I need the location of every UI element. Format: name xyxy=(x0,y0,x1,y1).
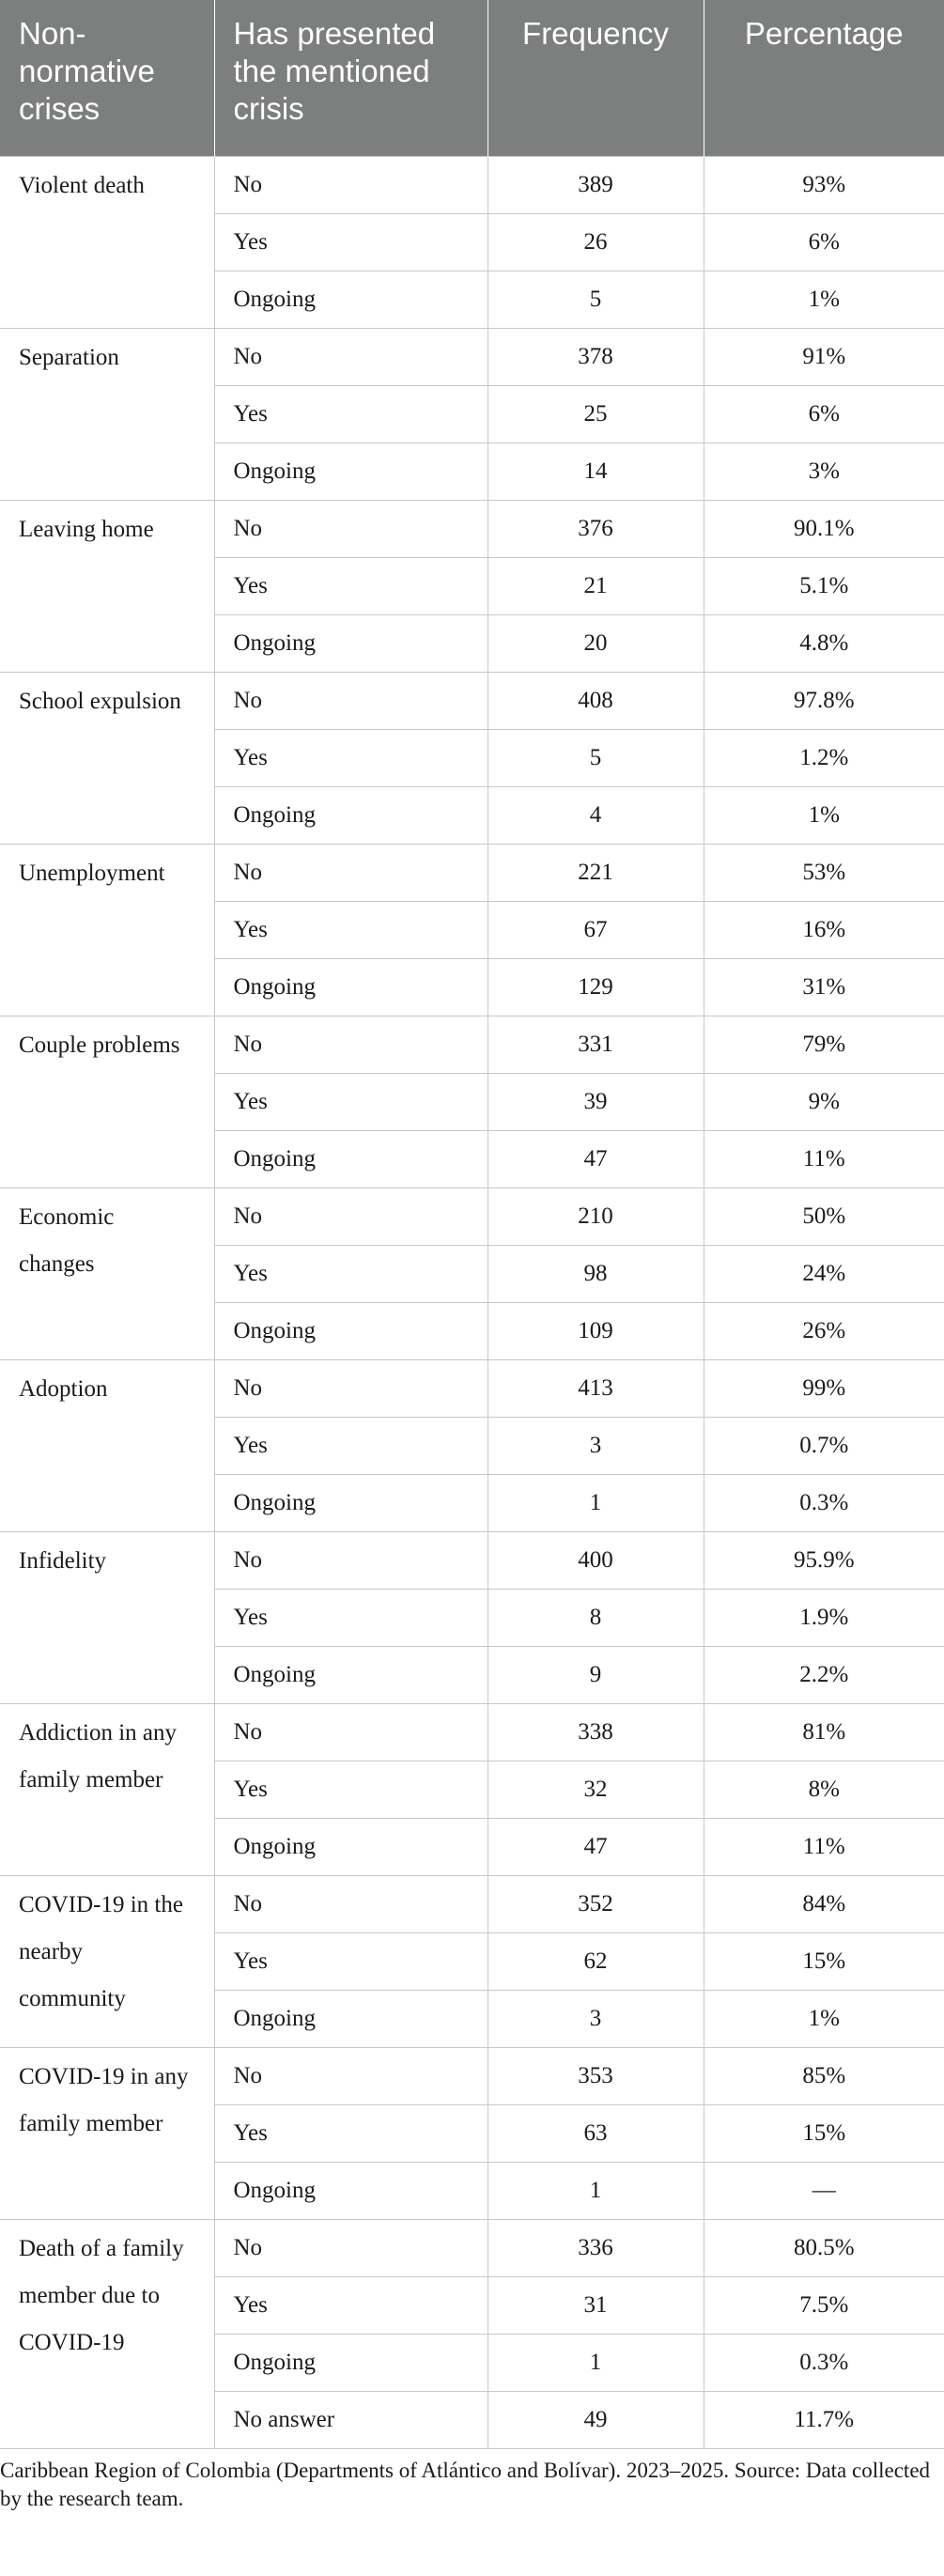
answer-cell: Yes xyxy=(214,901,487,958)
frequency-cell: 21 xyxy=(487,557,704,614)
frequency-cell: 1 xyxy=(487,2162,704,2219)
answer-cell: Ongoing xyxy=(214,2162,487,2219)
answer-cell: Ongoing xyxy=(214,614,487,672)
percentage-cell: 15% xyxy=(704,1932,944,1990)
crisis-name-cell: COVID-19 in any family member xyxy=(0,2047,214,2219)
table-footnote: Caribbean Region of Colombia (Departments of Atlántico and Bolívar). 2023–2025. Source: Data collected by the research team. xyxy=(0,2458,931,2510)
answer-cell: No xyxy=(214,1359,487,1417)
answer-cell: Yes xyxy=(214,1245,487,1302)
frequency-cell: 25 xyxy=(487,385,704,442)
answer-cell: No xyxy=(214,1703,487,1761)
answer-cell: Yes xyxy=(214,1073,487,1130)
answer-cell: Ongoing xyxy=(214,1130,487,1187)
percentage-cell: 6% xyxy=(704,385,944,442)
answer-cell: Ongoing xyxy=(214,786,487,844)
frequency-cell: 1 xyxy=(487,1474,704,1531)
crisis-name-cell: Adoption xyxy=(0,1359,214,1531)
frequency-cell: 39 xyxy=(487,1073,704,1130)
answer-cell: No xyxy=(214,2047,487,2104)
crisis-name-cell: Economic changes xyxy=(0,1187,214,1359)
percentage-cell: 11% xyxy=(704,1130,944,1187)
percentage-cell: 99% xyxy=(704,1359,944,1417)
answer-cell: Ongoing xyxy=(214,1646,487,1703)
table-row xyxy=(0,1359,944,1417)
frequency-cell: 338 xyxy=(487,1703,704,1761)
percentage-cell: 84% xyxy=(704,1875,944,1932)
answer-cell: No xyxy=(214,1875,487,1932)
percentage-cell: 16% xyxy=(704,901,944,958)
frequency-cell: 14 xyxy=(487,442,704,500)
header-percentage: Percentage xyxy=(704,0,944,156)
frequency-cell: 1 xyxy=(487,2334,704,2391)
answer-cell: Ongoing xyxy=(214,1474,487,1531)
table-row xyxy=(0,156,944,213)
answer-cell: No xyxy=(214,500,487,557)
answer-cell: Ongoing xyxy=(214,2334,487,2391)
frequency-cell: 26 xyxy=(487,213,704,271)
frequency-cell: 32 xyxy=(487,1761,704,1818)
percentage-cell: 31% xyxy=(704,958,944,1016)
answer-cell: Ongoing xyxy=(214,958,487,1016)
answer-cell: No xyxy=(214,1016,487,1073)
header-frequency: Frequency xyxy=(487,0,704,156)
crisis-name-cell: Unemployment xyxy=(0,844,214,1016)
frequency-cell: 47 xyxy=(487,1130,704,1187)
frequency-cell: 3 xyxy=(487,1417,704,1474)
percentage-cell: 0.3% xyxy=(704,2334,944,2391)
table-row xyxy=(0,1187,944,1245)
answer-cell: Yes xyxy=(214,557,487,614)
percentage-cell: 90.1% xyxy=(704,500,944,557)
percentage-cell: 53% xyxy=(704,844,944,901)
table-body xyxy=(0,156,944,2448)
header-presented: Has presented the mentioned crisis xyxy=(214,0,487,156)
answer-cell: Yes xyxy=(214,1589,487,1646)
crisis-name-cell: Infidelity xyxy=(0,1531,214,1703)
percentage-cell: 1% xyxy=(704,271,944,328)
percentage-cell: 5.1% xyxy=(704,557,944,614)
percentage-cell: 11% xyxy=(704,1818,944,1875)
answer-cell: Yes xyxy=(214,2276,487,2334)
percentage-cell: 3% xyxy=(704,442,944,500)
percentage-cell: 0.3% xyxy=(704,1474,944,1531)
percentage-cell: 95.9% xyxy=(704,1531,944,1589)
frequency-cell: 413 xyxy=(487,1359,704,1417)
percentage-cell: 26% xyxy=(704,1302,944,1359)
table-row xyxy=(0,844,944,901)
frequency-cell: 67 xyxy=(487,901,704,958)
answer-cell: Yes xyxy=(214,2104,487,2162)
table-row xyxy=(0,672,944,729)
answer-cell: Ongoing xyxy=(214,1818,487,1875)
frequency-cell: 336 xyxy=(487,2219,704,2276)
frequency-cell: 5 xyxy=(487,729,704,786)
percentage-cell: 4.8% xyxy=(704,614,944,672)
header-crisis: Non-normative crises xyxy=(0,0,214,156)
header-row xyxy=(0,0,944,156)
frequency-cell: 5 xyxy=(487,271,704,328)
answer-cell: No answer xyxy=(214,2391,487,2448)
table-row xyxy=(0,1531,944,1589)
frequency-cell: 62 xyxy=(487,1932,704,1990)
percentage-cell: 1% xyxy=(704,1990,944,2047)
percentage-cell: 1% xyxy=(704,786,944,844)
percentage-cell: 1.2% xyxy=(704,729,944,786)
answer-cell: No xyxy=(214,328,487,385)
table-row xyxy=(0,1875,944,1932)
answer-cell: No xyxy=(214,2219,487,2276)
frequency-cell: 378 xyxy=(487,328,704,385)
crisis-name-cell: Death of a family member due to COVID-19 xyxy=(0,2219,214,2448)
answer-cell: Yes xyxy=(214,1417,487,1474)
table-row xyxy=(0,2047,944,2104)
percentage-cell: 50% xyxy=(704,1187,944,1245)
answer-cell: No xyxy=(214,1187,487,1245)
percentage-cell: 91% xyxy=(704,328,944,385)
crisis-name-cell: Violent death xyxy=(0,156,214,328)
frequency-cell: 20 xyxy=(487,614,704,672)
table-row xyxy=(0,1703,944,1761)
frequency-cell: 353 xyxy=(487,2047,704,2104)
frequency-cell: 9 xyxy=(487,1646,704,1703)
frequency-cell: 389 xyxy=(487,156,704,213)
percentage-cell: 11.7% xyxy=(704,2391,944,2448)
frequency-cell: 63 xyxy=(487,2104,704,2162)
crisis-name-cell: Couple problems xyxy=(0,1016,214,1187)
frequency-cell: 352 xyxy=(487,1875,704,1932)
frequency-cell: 210 xyxy=(487,1187,704,1245)
percentage-cell: 80.5% xyxy=(704,2219,944,2276)
answer-cell: No xyxy=(214,672,487,729)
percentage-cell: 0.7% xyxy=(704,1417,944,1474)
answer-cell: Yes xyxy=(214,385,487,442)
percentage-cell: 97.8% xyxy=(704,672,944,729)
table-header xyxy=(0,0,944,156)
frequency-cell: 4 xyxy=(487,786,704,844)
answer-cell: Yes xyxy=(214,213,487,271)
percentage-cell: 81% xyxy=(704,1703,944,1761)
crisis-name-cell: Addiction in any family member xyxy=(0,1703,214,1875)
frequency-cell: 47 xyxy=(487,1818,704,1875)
frequency-cell: 129 xyxy=(487,958,704,1016)
percentage-cell: 93% xyxy=(704,156,944,213)
percentage-cell: 85% xyxy=(704,2047,944,2104)
table-row xyxy=(0,500,944,557)
answer-cell: No xyxy=(214,1531,487,1589)
percentage-cell: 2.2% xyxy=(704,1646,944,1703)
frequency-cell: 221 xyxy=(487,844,704,901)
answer-cell: Yes xyxy=(214,1932,487,1990)
crisis-name-cell: Separation xyxy=(0,328,214,500)
percentage-cell: 8% xyxy=(704,1761,944,1818)
percentage-cell: 15% xyxy=(704,2104,944,2162)
percentage-cell: 6% xyxy=(704,213,944,271)
crisis-name-cell: Leaving home xyxy=(0,500,214,672)
frequency-cell: 8 xyxy=(487,1589,704,1646)
frequency-cell: 376 xyxy=(487,500,704,557)
answer-cell: No xyxy=(214,156,487,213)
crisis-name-cell: School expulsion xyxy=(0,672,214,844)
percentage-cell: 1.9% xyxy=(704,1589,944,1646)
crisis-name-cell: COVID-19 in the nearby community xyxy=(0,1875,214,2047)
table-row xyxy=(0,328,944,385)
frequency-cell: 49 xyxy=(487,2391,704,2448)
answer-cell: Yes xyxy=(214,729,487,786)
frequency-cell: 109 xyxy=(487,1302,704,1359)
answer-cell: Ongoing xyxy=(214,1302,487,1359)
answer-cell: Ongoing xyxy=(214,442,487,500)
answer-cell: Ongoing xyxy=(214,271,487,328)
percentage-cell: 24% xyxy=(704,1245,944,1302)
frequency-cell: 3 xyxy=(487,1990,704,2047)
frequency-cell: 400 xyxy=(487,1531,704,1589)
percentage-cell: 7.5% xyxy=(704,2276,944,2334)
answer-cell: Ongoing xyxy=(214,1990,487,2047)
frequency-cell: 331 xyxy=(487,1016,704,1073)
table-row xyxy=(0,1016,944,1073)
frequency-cell: 31 xyxy=(487,2276,704,2334)
percentage-cell: — xyxy=(704,2162,944,2219)
percentage-cell: 79% xyxy=(704,1016,944,1073)
percentage-cell: 9% xyxy=(704,1073,944,1130)
frequency-cell: 408 xyxy=(487,672,704,729)
frequency-cell: 98 xyxy=(487,1245,704,1302)
table-row xyxy=(0,2219,944,2276)
answer-cell: No xyxy=(214,844,487,901)
answer-cell: Yes xyxy=(214,1761,487,1818)
